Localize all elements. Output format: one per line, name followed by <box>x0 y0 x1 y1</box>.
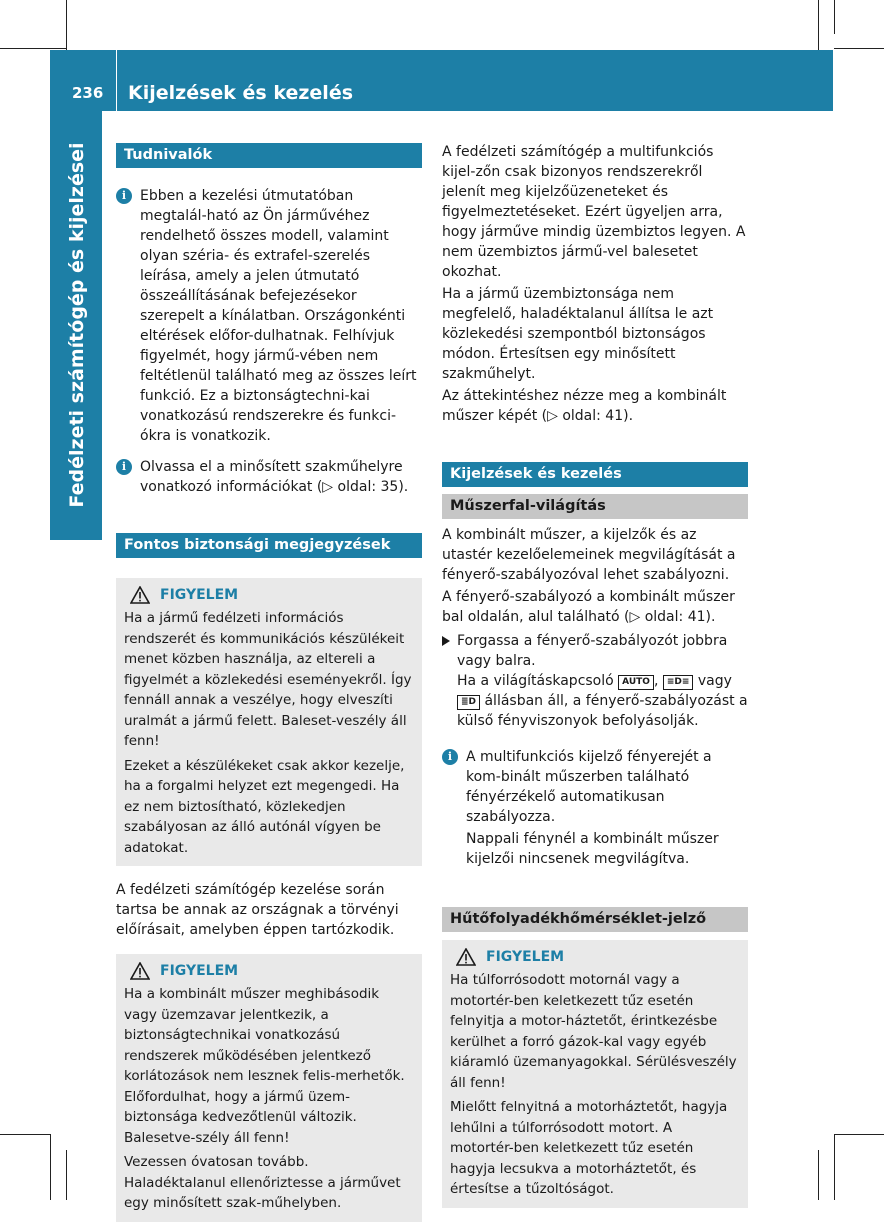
body-paragraph: Az áttekintéshez nézze meg a kombinált műszer képét (▷ oldal: 41). <box>442 388 727 424</box>
body-paragraph: A fedélzeti számítógép kezelése során tartsa be annak az országnak a törvényi előírásait, amelyben éppen tartózkodik. <box>116 882 399 938</box>
step-text: Ha a világításkapcsoló <box>457 673 614 689</box>
page-title: Kijelzések és kezelés <box>128 82 354 104</box>
auto-light-symbol: AUTO <box>618 675 654 690</box>
warning-text: Mielőtt felnyitná a motorháztetőt, hagyja lehűlni a túlforrósodott motort. A motortér-ben keletkezett tűz esetén hagyja lecsukva a motorháztetőt, és értesítse a tűzoltóságot. <box>450 1099 728 1197</box>
info-note <box>116 186 422 446</box>
warning-text: Ezeket a készülékeket csak akkor kezelje, ha a forgalmi helyzet ezt megengedi. Ha ez nem biztosítható, közlekedjen szabályosan az álló autónál vígyen be adatokat. <box>124 757 405 856</box>
warning-triangle-icon <box>130 962 150 980</box>
low-beam-symbol: ≣D <box>457 695 480 710</box>
warning-header <box>450 946 740 968</box>
info-icon: i <box>442 749 458 765</box>
parking-light-symbol: ≡D≡ <box>663 675 694 690</box>
warning-header <box>124 584 414 606</box>
step-text: Forgassa a fényerő-szabályozót jobbra vagy balra. <box>457 633 728 669</box>
info-note <box>116 457 422 497</box>
step-text: vagy <box>697 673 732 689</box>
crop-mark <box>50 1134 51 1200</box>
subsection-heading: Műszerfal-világítás <box>442 494 748 519</box>
info-note <box>442 747 748 869</box>
crop-mark <box>818 0 819 50</box>
crop-mark <box>66 1150 67 1200</box>
warning-triangle-icon <box>456 948 476 966</box>
warning-label: FIGYELEM <box>160 962 239 979</box>
right-column <box>442 142 748 1208</box>
warning-box <box>116 954 422 1222</box>
warning-text: Ha a jármű fedélzeti információs rendszerét és kommunikációs készülékeit menet közben használja, az eltereli a figyelmét a közlekedési eseményekről. Így fennáll annak a veszélye, hogy elveszíti uralmát a jármű felett. Baleset-veszély áll fenn! <box>124 610 412 749</box>
body-paragraph: A fedélzeti számítógép a multifunkciós kijel-zőn csak bizonyos rendszerekről jelenít meg kijelzőüzeneteket és figyelmeztetéseket. Ezért ügyeljen arra, hogy járműve mindig üzembiztos legyen. A nem üzembiztos jármű-vel balesetet okozhat. <box>442 144 746 280</box>
section-heading: Kijelzések és kezelés <box>442 462 748 487</box>
safety-heading: Fontos biztonsági megjegyzések <box>116 533 422 558</box>
instruction-step <box>442 631 748 731</box>
step-arrow-icon <box>442 636 450 646</box>
info-note-text: Ebben a kezelési útmutatóban megtalál-ható az Ön járművéhez rendelhető összes modell, valamint olyan széria- és extrafel-szerelés leírása, amely a jelen útmutató összeállításának befejezésekor szerepelt a kínálatban. Országonkénti eltérések előfor-dulhatnak. Felhívjuk figyelmét, hogy jármű-vében nem feltétlenül található meg az összes leírt funkció. Ez a biztonságtechni-kai vonatkozású rendszerekre és funkci-ókra is vonatkozik. <box>140 188 417 444</box>
info-note-text: Olvassa el a minősített szakműhelyre vonatkozó információkat (▷ oldal: 35). <box>140 459 409 495</box>
crop-mark <box>818 1150 819 1200</box>
body-paragraph: A kombinált műszer, a kijelzők és az utastér kezelőelemeinek megvilágítását a fényerő-szabályozóval lehet szabályozni. <box>442 527 736 583</box>
warning-label: FIGYELEM <box>486 948 565 965</box>
info-icon: i <box>116 188 132 204</box>
info-note-text: Nappali fénynél a kombinált műszer kijelzői nincsenek megvilágítva. <box>466 831 719 867</box>
warning-text: Ha a kombinált műszer meghibásodik vagy üzemzavar jelentkezik, a biztonságtechnikai vonatkozású rendszerek működésében jelentkező korlátozások nem lesznek felis-merhetők. Előfordulhat, hogy a jármű üzem-biztonsága kedvezőtlenül változik. Balesetve-szély áll fenn! <box>124 986 405 1146</box>
warning-box <box>116 578 422 866</box>
crop-mark <box>0 1134 50 1135</box>
warning-box <box>442 940 748 1208</box>
info-icon: i <box>116 459 132 475</box>
warning-triangle-icon <box>130 586 150 604</box>
page-number: 236 <box>72 84 104 102</box>
body-paragraph: A fényerő-szabályozó a kombinált műszer bal oldalán, alul található (▷ oldal: 41). <box>442 589 735 625</box>
warning-label: FIGYELEM <box>160 586 239 603</box>
notes-heading: Tudnivalók <box>116 143 422 168</box>
left-column <box>116 143 422 1222</box>
body-paragraph: Ha a jármű üzembiztonsága nem megfelelő, haladéktalanul állítsa le azt közlekedési szempontból biztonságos módon. Értesítsen egy minősített szakműhelyt. <box>442 286 714 382</box>
crop-mark <box>834 1134 884 1135</box>
step-text: állásban áll, a fényerő-szabályozást a külső fényviszonyok befolyásolják. <box>457 693 748 729</box>
chapter-side-label: Fedélzeti számítógép és kijelzései <box>66 142 88 508</box>
warning-text: Ha túlforrósodott motornál vagy a motortér-ben keletkezett tűz esetén felnyitja a motor-háztetőt, érintkezésbe kerülhet a forró gázok-kal vagy egyéb kiáramló üzemanyagokkal. Sérülésveszély áll fenn! <box>450 972 737 1091</box>
step-detail: Ha a világításkapcsoló AUTO , ≡D≡ vagy ≣D állásban áll, a fényerő-szabályozást a külső fényviszonyok befolyásolják. <box>457 673 748 729</box>
warning-header <box>124 960 414 982</box>
info-note-text: A multifunkciós kijelző fényerejét a kom-binált műszerben található fényérzékelő automatikusan szabályozza. <box>466 749 712 825</box>
crop-mark <box>0 48 66 49</box>
header-divider <box>116 50 117 111</box>
crop-mark <box>834 0 835 34</box>
crop-mark <box>66 0 67 50</box>
crop-mark <box>834 48 884 49</box>
warning-text: Vezessen óvatosan tovább. Haladéktalanul ellenőriztesse a járművet egy minősített szak-műhelyben. <box>124 1154 401 1211</box>
crop-mark <box>834 1134 835 1200</box>
subsection-heading: Hűtőfolyadékhőmérséklet-jelző <box>442 907 748 932</box>
